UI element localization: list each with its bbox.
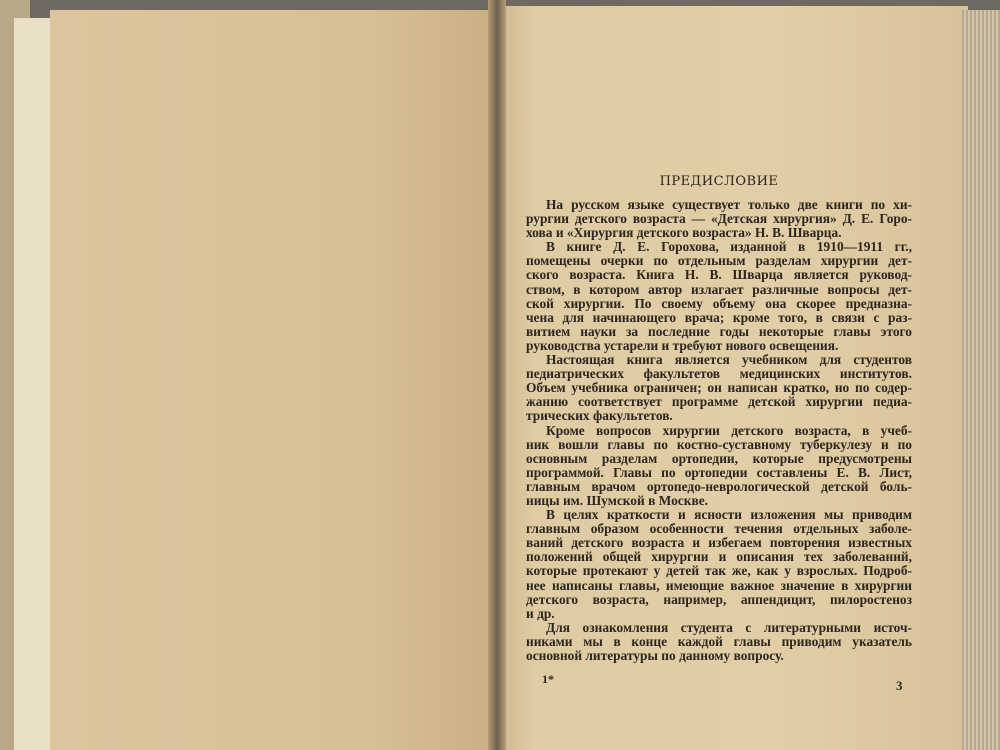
text-line: жанию соответствует программе детской хирургии педиа- <box>526 394 912 410</box>
text-line: Объем учебника ограничен; он написан кратко, но по содер- <box>526 380 912 396</box>
text-line: В книге Д. Е. Горохова, изданной в 1910—1911 гг., <box>546 239 912 255</box>
text-line: ского возраста. Книга Н. В. Шварца является руковод- <box>526 267 912 283</box>
text-line: никами мы в конце каждой главы приводим указатель <box>526 633 912 649</box>
text-line: основным разделам ортопедии, которые предусмотрены <box>526 450 912 466</box>
paragraph <box>526 198 912 240</box>
text-line: Для ознакомления студента с литературными источ- <box>546 619 912 635</box>
signature-mark: 1* <box>542 672 554 686</box>
text-line: чена для начинающего врача; кроме того, в связи с раз- <box>526 309 912 325</box>
text-line: В целях краткости и ясности изложения мы приводим <box>546 507 912 523</box>
text-line: ством, в котором автор излагает различные вопросы дет- <box>526 281 912 297</box>
page-number: 3 <box>896 678 903 693</box>
endpaper-strip <box>14 18 54 750</box>
text-line: ницы им. Шумской в Москве. <box>526 492 708 508</box>
left-blank-page <box>50 10 500 750</box>
text-line: детского возраста, например, аппендицит, пилоростеноз <box>526 591 912 607</box>
paragraph <box>526 353 912 423</box>
text-line: основной литературы по данному вопросу. <box>526 648 784 663</box>
text-line: и др. <box>526 605 555 621</box>
paragraph <box>526 621 912 663</box>
text-line: ник вошли главы по костно-суставному туберкулезу и по <box>526 436 912 452</box>
page-title: ПРЕДИСЛОВИЕ <box>659 174 779 189</box>
text-line: ской хирургии. По своему объему она скорее предназна- <box>526 295 912 311</box>
text-line: педиатрических факультетов медицинских институтов. <box>526 366 912 382</box>
text-line: Кроме вопросов хирургии детского возраста, в учеб- <box>546 422 912 438</box>
text-line: ваний детского возраста и избегаем повторения известных <box>526 535 912 551</box>
text-line: На русском языке существует только две книги по хи- <box>546 197 912 212</box>
text-line: руководства устарели и требуют нового освещения. <box>526 337 839 353</box>
text-line: Настоящая книга является учебником для студентов <box>546 352 912 368</box>
text-line: главным врачом ортопедо-неврологической детской боль- <box>526 478 912 494</box>
paragraph <box>526 508 912 621</box>
page-edges <box>962 10 1000 750</box>
paragraph <box>526 424 912 509</box>
text-line: хова и «Хирургия детского возраста» Н. В. Шварца. <box>526 225 842 241</box>
text-line: главным образом особенности течения отдельных заболе- <box>526 521 912 537</box>
text-line: витием науки за последние годы некоторые главы этого <box>526 323 912 339</box>
text-line: нее написаны главы, имеющие важное значение в хирургии <box>526 577 912 593</box>
text-line: рургии детского возраста — «Детская хирургия» Д. Е. Горо- <box>526 211 912 227</box>
text-line: которые протекают у детей так же, как у взрослых. Подроб- <box>526 563 912 579</box>
paragraph <box>526 240 912 353</box>
text-line: трических факультетов. <box>526 408 673 424</box>
text-line: положений общей хирургии и описания тех заболеваний, <box>526 549 912 565</box>
preface-text <box>526 198 912 663</box>
book-gutter <box>488 0 506 750</box>
text-line: программой. Главы по ортопедии составлены Е. В. Лист, <box>526 464 912 480</box>
text-line: помещены очерки по отдельным разделам хирургии дет- <box>526 253 912 269</box>
